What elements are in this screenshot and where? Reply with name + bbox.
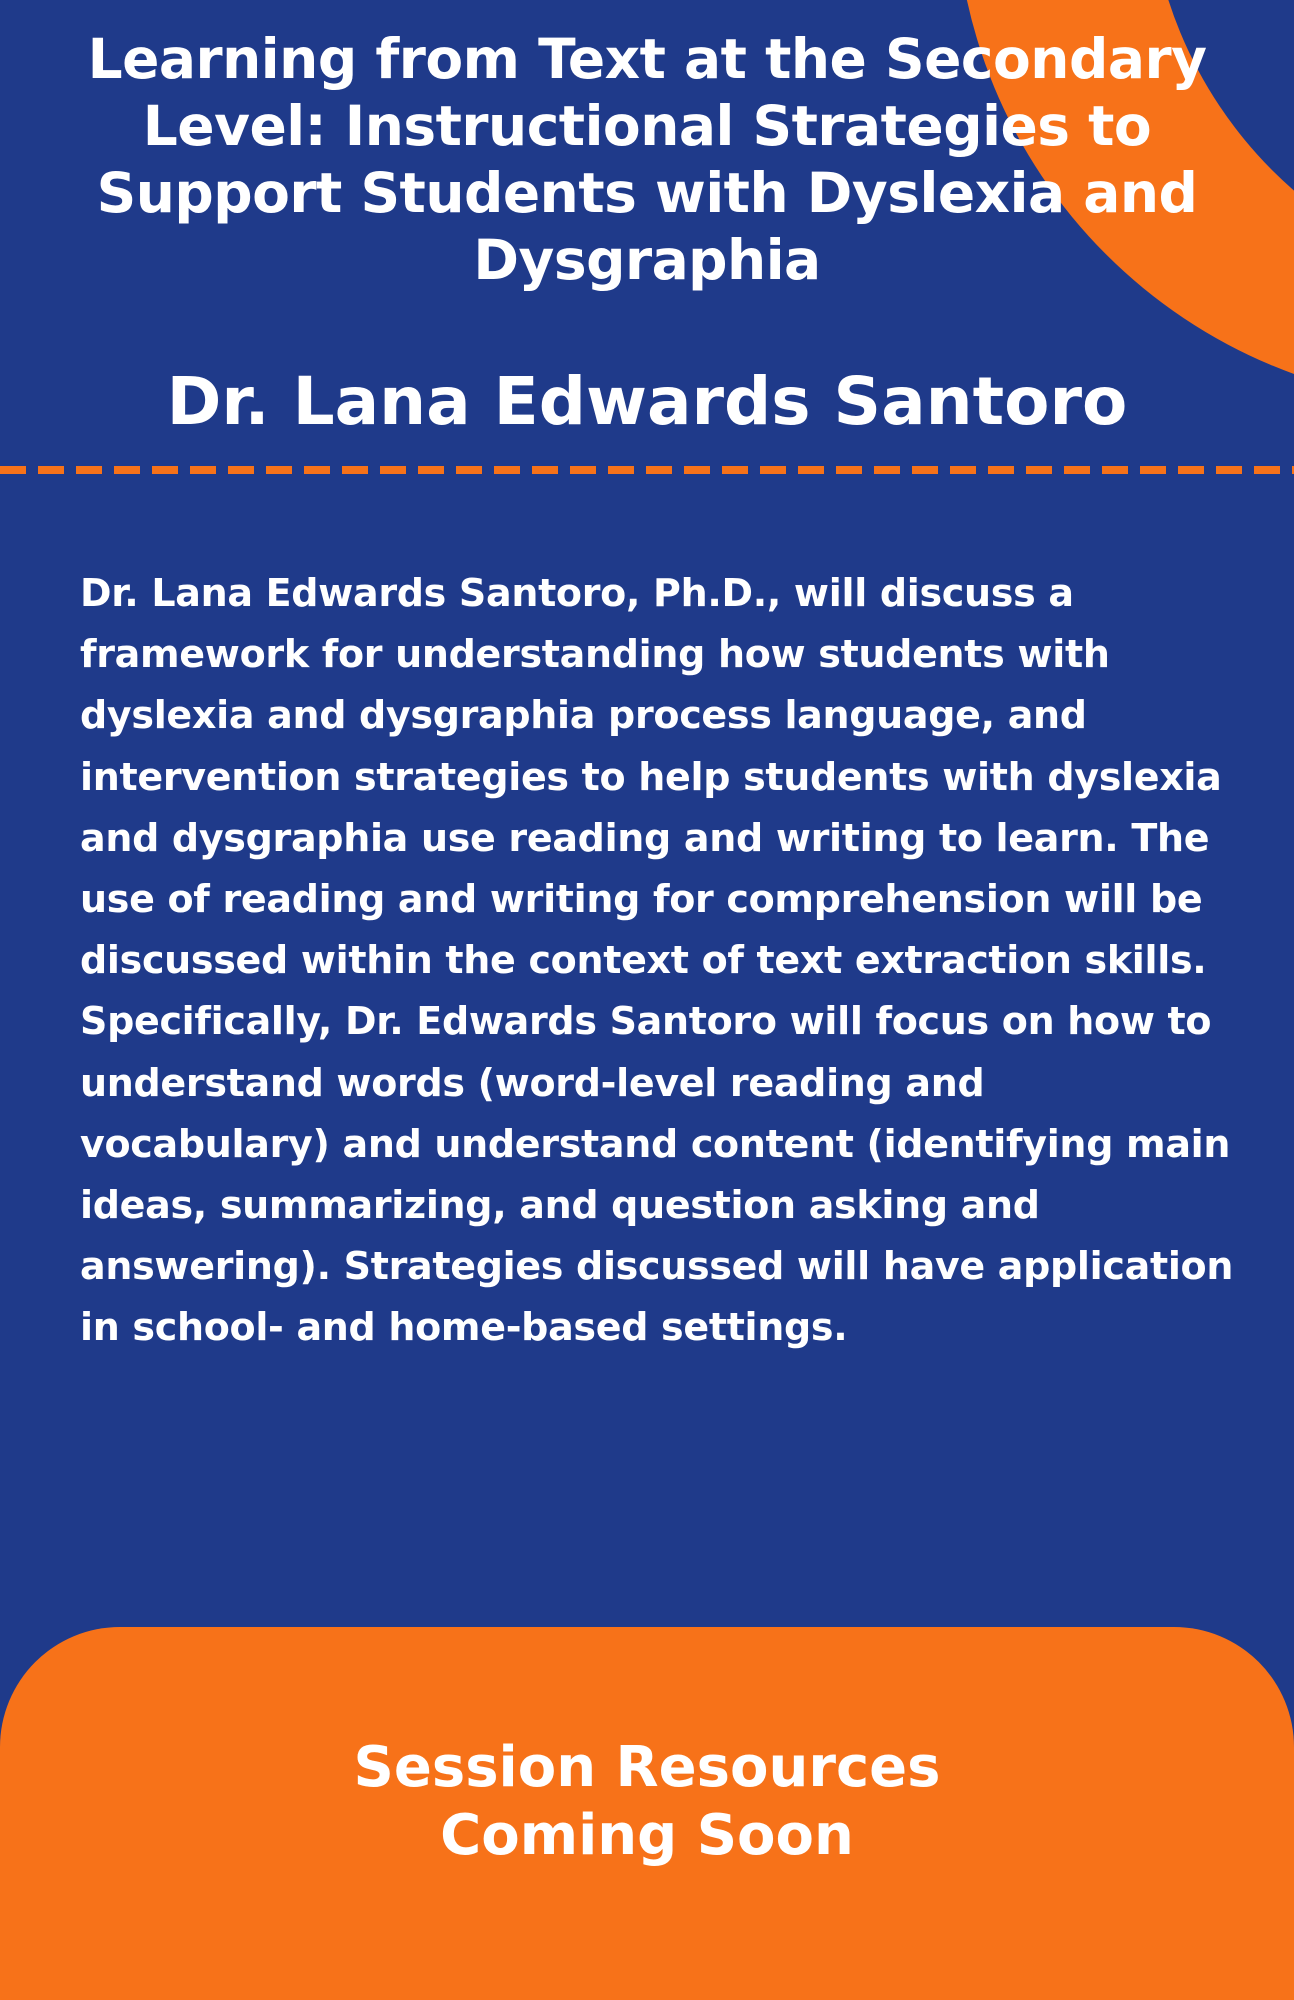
resources-line-1: Session Resources [353,1735,941,1800]
dashed-divider [0,466,1294,474]
resources-line-2: Coming Soon [440,1803,854,1868]
session-description: Dr. Lana Edwards Santoro, Ph.D., will discuss a framework for understanding how students with dyslexia and dysgraphia process language, and intervention strategies to help students with dyslexia and dysgraphia use reading and writing to learn. The use of reading and writing for comprehension will be discussed within the context of text extraction skills. Specifically, Dr. Edwards Santoro will focus on how to understand words (word-level reading and vocabulary) and understand content (identifying main ideas, summarizing, and question asking and answering). Strategies discussed will have application in school- and home-based settings. [80,571,1234,1350]
resources-notice [0,1734,1294,1870]
session-title: Learning from Text at the Secondary Level: Instructional Strategies to Support Students with Dyslexia and Dysgraphia [87,27,1207,292]
presenter-name: Dr. Lana Edwards Santoro [166,363,1128,440]
